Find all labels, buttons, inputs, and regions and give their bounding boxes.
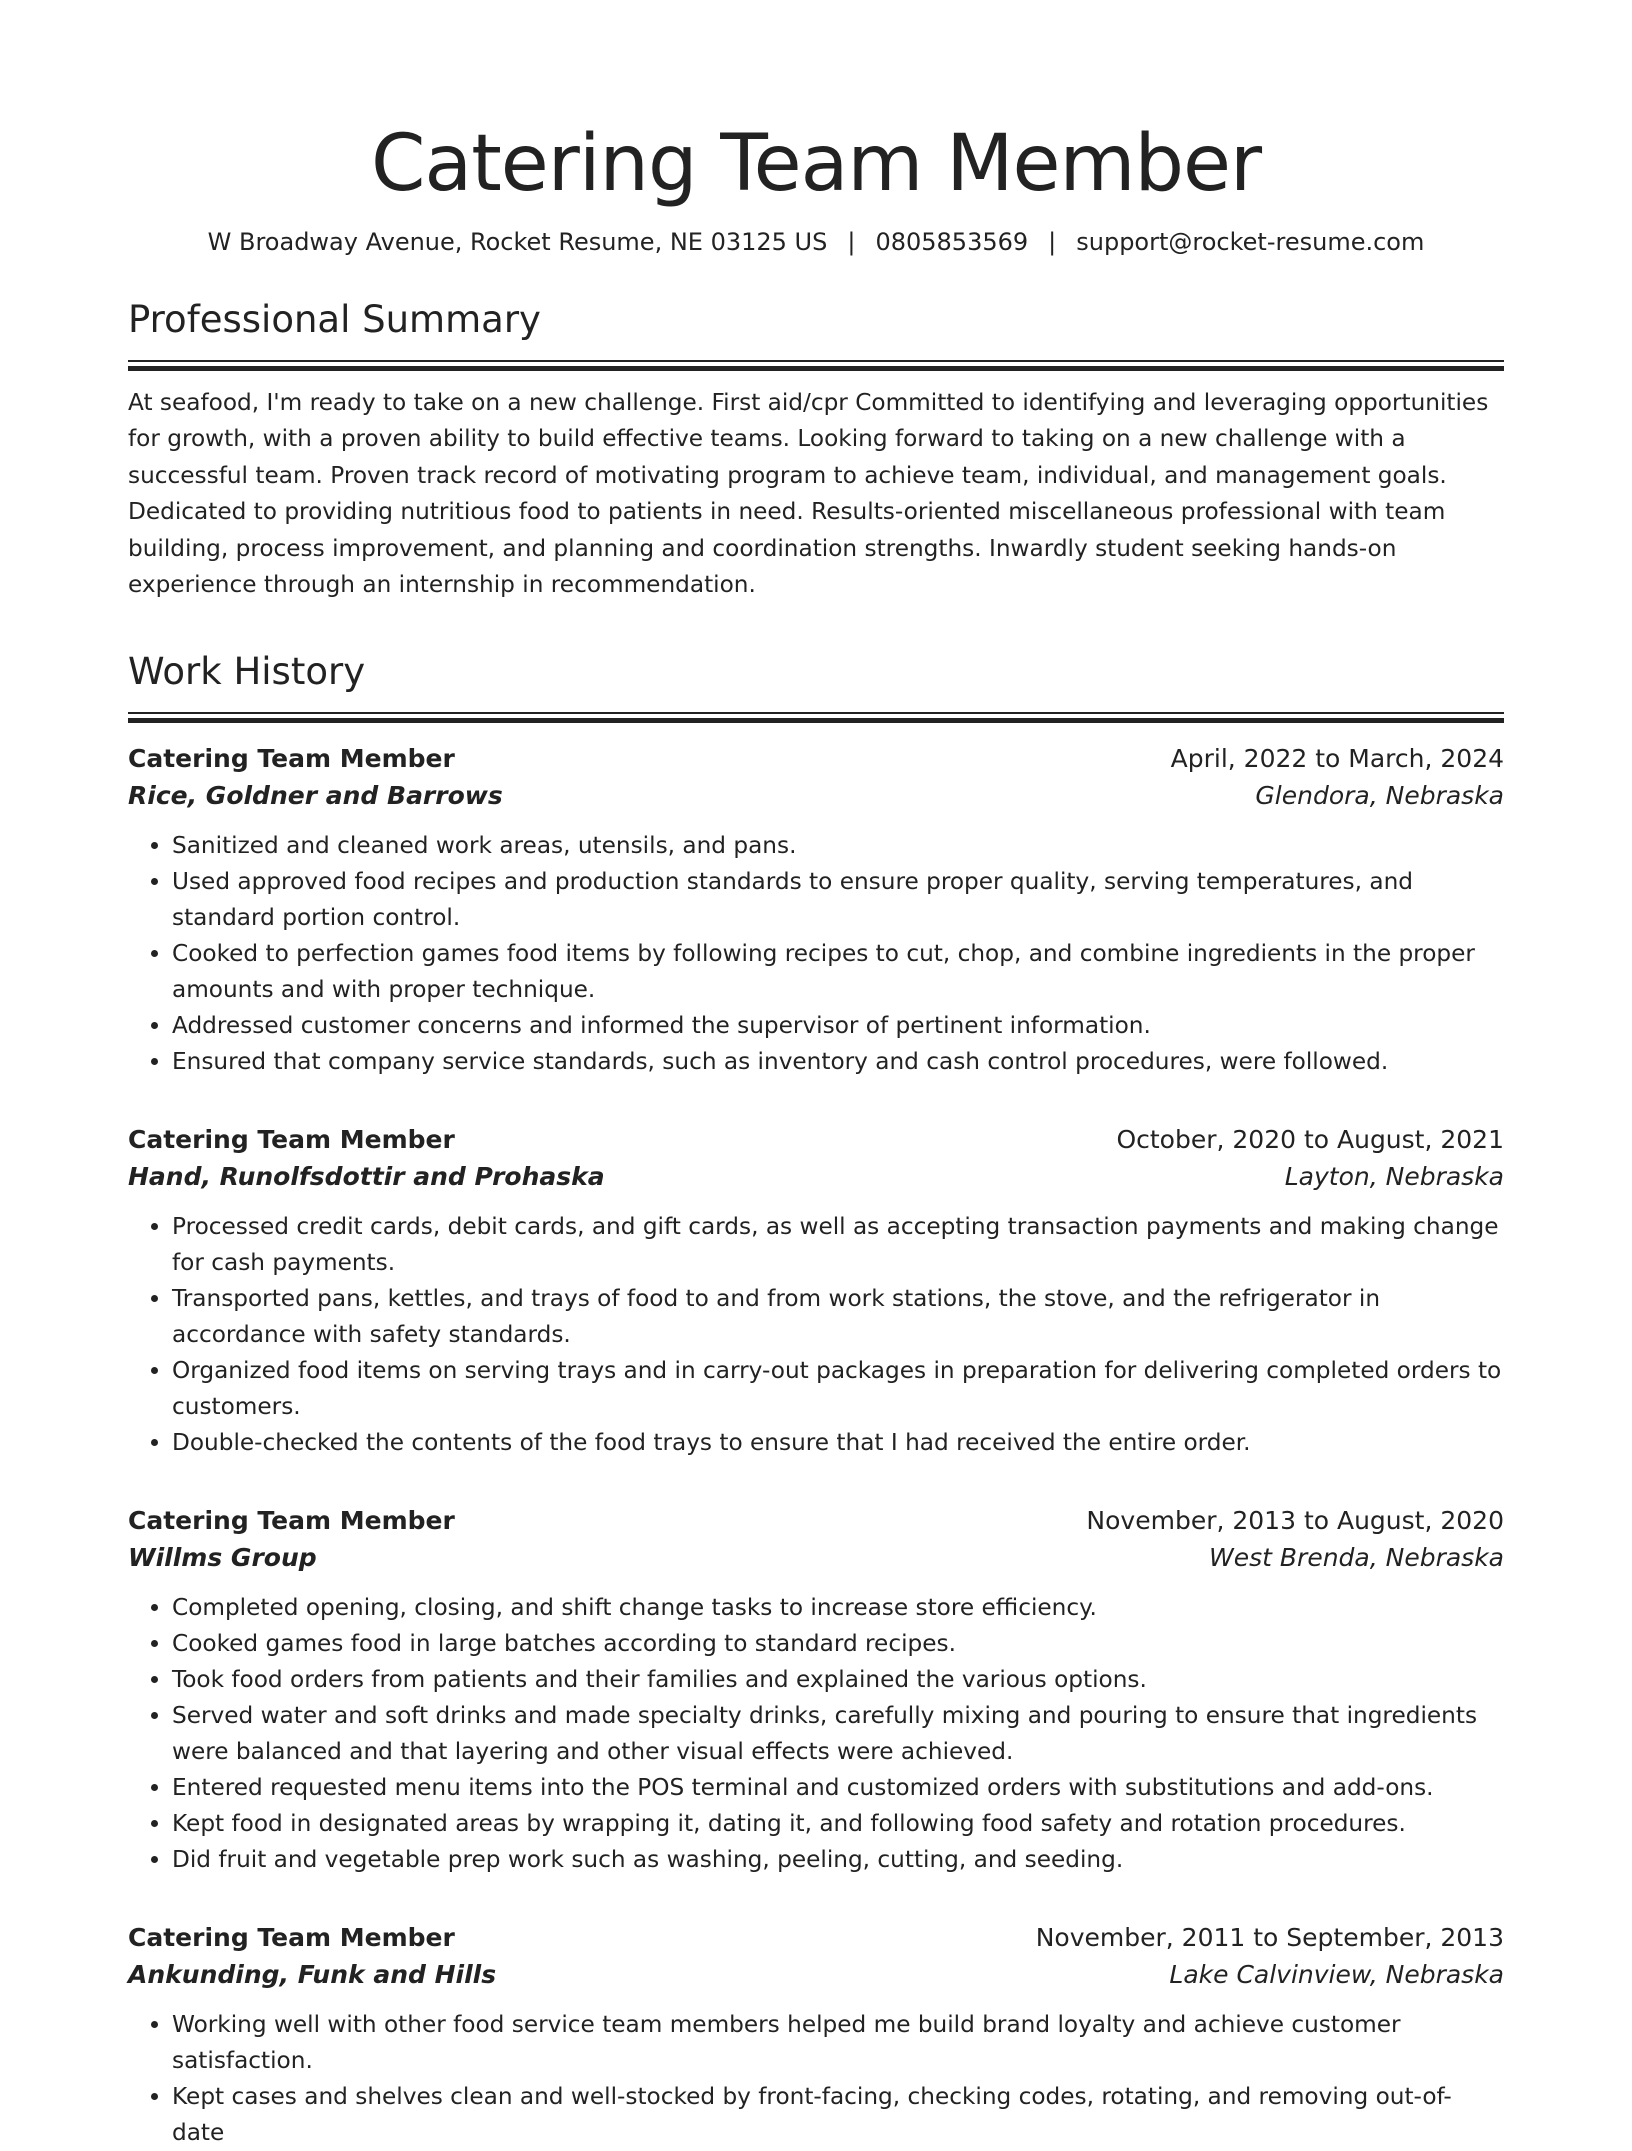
- job-bullet: • Ensured that company service standards, such as inventory and cash control procedures, were followed.: [172, 1044, 1504, 1080]
- job-bullet: • Double-checked the contents of the food trays to ensure that I had received the entire order.: [172, 1425, 1504, 1461]
- job-entry: [128, 1922, 1504, 2151]
- contact-address: W Broadway Avenue, Rocket Resume, NE 03125 US: [207, 227, 828, 256]
- job-company: Hand, Runolfsdottir and Prohaska: [128, 1161, 605, 1191]
- job-company-row: [128, 1157, 1504, 1194]
- job-location: Layton, Nebraska: [1284, 1161, 1504, 1191]
- job-bullet: • Addressed customer concerns and informed the supervisor of pertinent information.: [172, 1008, 1504, 1044]
- section-divider: [128, 712, 1504, 723]
- job-location: Glendora, Nebraska: [1255, 780, 1504, 810]
- job-title: Catering Team Member: [128, 744, 455, 774]
- section-title-summary: Professional Summary: [128, 297, 541, 341]
- job-entry: [128, 743, 1504, 1080]
- job-bullet: • Did fruit and vegetable prep work such as washing, peeling, cutting, and seeding.: [172, 1842, 1504, 1878]
- job-header-row: [128, 1922, 1504, 1955]
- job-bullet: • Entered requested menu items into the POS terminal and customized orders with substitutions and add-ons.: [172, 1770, 1504, 1806]
- job-bullet: • Cooked to perfection games food items by following recipes to cut, chop, and combine ingredients in the proper amounts and with proper technique.: [172, 936, 1504, 1008]
- contact-separator: |: [1048, 227, 1057, 256]
- job-bullet: • Took food orders from patients and their families and explained the various options.: [172, 1662, 1504, 1698]
- job-bullet-list: [128, 1590, 1504, 1878]
- contact-email: support@rocket-resume.com: [1076, 227, 1425, 256]
- job-bullet: • Transported pans, kettles, and trays of food to and from work stations, the stove, and the refrigerator in accordance with safety standards.: [172, 1281, 1504, 1353]
- job-header-row: [128, 1124, 1504, 1157]
- job-dates: November, 2013 to August, 2020: [1086, 1506, 1504, 1536]
- section-title-work-history: Work History: [128, 649, 366, 693]
- job-bullet: • Completed opening, closing, and shift change tasks to increase store efficiency.: [172, 1590, 1504, 1626]
- job-bullet: • Served water and soft drinks and made specialty drinks, carefully mixing and pouring to ensure that ingredients were balanced and that layering and other visual effects were achieved.: [172, 1698, 1504, 1770]
- job-company-row: [128, 1955, 1504, 1992]
- job-list: [128, 743, 1504, 2151]
- job-bullet: • Organized food items on serving trays and in carry-out packages in preparation for delivering completed orders to customers.: [172, 1353, 1504, 1425]
- professional-summary-section: [128, 298, 1504, 604]
- job-dates: November, 2011 to September, 2013: [1035, 1923, 1504, 1953]
- job-location: Lake Calvinview, Nebraska: [1169, 1959, 1504, 1989]
- job-bullet: • Cooked games food in large batches according to standard recipes.: [172, 1626, 1504, 1662]
- contact-phone: 0805853569: [875, 227, 1029, 256]
- job-bullet: • Kept food in designated areas by wrapping it, dating it, and following food safety and rotation procedures.: [172, 1806, 1504, 1842]
- job-header-row: [128, 1505, 1504, 1538]
- job-location: West Brenda, Nebraska: [1209, 1542, 1504, 1572]
- job-company: Willms Group: [128, 1542, 317, 1572]
- job-bullet: • Sanitized and cleaned work areas, utensils, and pans.: [172, 828, 1504, 864]
- job-dates: October, 2020 to August, 2021: [1116, 1125, 1504, 1155]
- contact-separator: |: [847, 227, 856, 256]
- job-title: Catering Team Member: [128, 1506, 455, 1536]
- job-company-row: [128, 1538, 1504, 1575]
- job-bullet: • Working well with other food service team members helped me build brand loyalty and achieve customer satisfaction.: [172, 2007, 1504, 2079]
- job-bullet-list: [128, 828, 1504, 1080]
- job-company: Rice, Goldner and Barrows: [128, 780, 503, 810]
- job-bullet: • Processed credit cards, debit cards, and gift cards, as well as accepting transaction payments and making change for cash payments.: [172, 1209, 1504, 1281]
- job-title: Catering Team Member: [128, 1923, 455, 1953]
- job-entry: [128, 1505, 1504, 1878]
- job-dates: April, 2022 to March, 2024: [1170, 744, 1504, 774]
- job-bullet-list: [128, 2007, 1504, 2151]
- summary-text: At seafood, I'm ready to take on a new challenge. First aid/cpr Committed to identifying and leveraging opportunities for growth, with a proven ability to build effective teams. Looking forward to taking on a new challenge with a successful team. Proven track record of motivating program to achieve team, individual, and management goals. Dedicated to providing nutritious food to patients in need. Results-oriented miscellaneous professional with team building, process improvement, and planning and coordination strengths. Inwardly student seeking hands-on experience through an internship in recommendation.: [128, 388, 1489, 599]
- job-company: Ankunding, Funk and Hills: [128, 1959, 497, 1989]
- candidate-name: Catering Team Member: [370, 119, 1262, 209]
- job-bullet-list: [128, 1209, 1504, 1461]
- work-history-section: [128, 650, 1504, 2151]
- job-bullet: • Used approved food recipes and production standards to ensure proper quality, serving temperatures, and standard portion control.: [172, 864, 1504, 936]
- job-title: Catering Team Member: [128, 1125, 455, 1155]
- contact-line: [128, 228, 1504, 256]
- job-header-row: [128, 743, 1504, 776]
- job-company-row: [128, 776, 1504, 813]
- job-bullet: • Kept cases and shelves clean and well-stocked by front-facing, checking codes, rotating, and removing out-of-date: [172, 2079, 1504, 2151]
- job-entry: [128, 1124, 1504, 1461]
- section-divider: [128, 360, 1504, 371]
